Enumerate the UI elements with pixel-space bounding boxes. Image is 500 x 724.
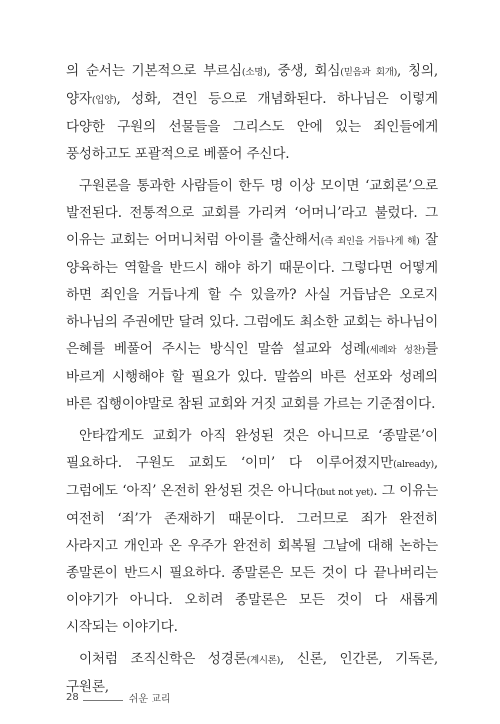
text-run: 의 순서는 기본적으로 부르심 [66, 63, 242, 79]
text-run: 안타깝게도 교회가 아직 완성된 것은 아니므로 ‘종말론’이 필요하다. 구원도 교회도 ‘이미’ 다 이루어졌지만 [66, 428, 438, 471]
text-run: 잘 양육하는 역할을 반드시 해야 하기 때문이다. 그렇다면 어떻게 하면 죄인을 거듭나게 할 수 있을까? 사실 거듭남은 오로지 하나님의 주권에만 달려 있다. 그럼에도 최소한 교회는 하나님이 은혜를 베풀어 주시는 방식인 말씀 설교와 성례 [66, 232, 438, 357]
annotation-run: (계시론) [246, 655, 281, 666]
text-run: , 신론, 인간론, 기독론, 구원론, [66, 651, 438, 695]
text-run: , 성화, 견인 등으로 개념화된다. 하나님은 이렇게 다양한 구원의 선물들을 그리스도 안에 있는 죄인들에게 풍성하고도 포괄적으로 베풀어 주신다. [66, 91, 438, 162]
annotation-run: (but not yet) [316, 487, 374, 498]
paragraph-3 [66, 423, 438, 641]
text-run: , 칭의, 양자 [66, 63, 439, 107]
text-run: , 그럼에도 ‘아직’ 온전히 완성된 것은 아니다 [66, 455, 438, 499]
body-text [66, 58, 438, 701]
text-run: 를 바르게 시행해야 할 필요가 있다. 말씀의 바른 선포와 성례의 바른 집행이야말로 참된 교회와 거짓 교회를 가르는 기준점이다. [66, 341, 438, 412]
text-run: 이처럼 조직신학은 성경론 [79, 651, 247, 667]
text-run: , 중생, 회심 [266, 63, 341, 79]
running-title: 쉬운 교리 [128, 694, 171, 705]
page-number: 28 [66, 692, 79, 703]
text-run: . 그 이유는 여전히 ‘죄’가 존재하기 때문이다. 그러므로 죄가 완전히 사라지고 개인과 온 우주가 완전히 회복될 그날에 대해 논하는 종말론이 반드시 필요하다. 종말론은 모든 것이 다 끝나버리는 이야기가 아니다. 오히려 종말론은 모든 것이 다 새롭게 시작되는 이야기다. [66, 483, 438, 635]
text-run: 구원론을 통과한 사람들이 한두 명 이상 모이면 ‘교회론’으로 발전된다. 전통적으로 교회를 가리켜 ‘어머니’라고 불렀다. 그 이유는 교회는 어머니처럼 아이를 출산해서 [66, 178, 438, 248]
annotation-run: (즉 죄인을 거듭나게 해) [320, 236, 420, 247]
annotation-run: (입양) [91, 95, 117, 106]
annotation-run: (already) [393, 459, 434, 470]
paragraph-2 [66, 173, 438, 418]
annotation-run: (믿음과 회개) [340, 67, 397, 78]
footer-rule [83, 700, 123, 701]
annotation-run: (소명) [241, 67, 267, 78]
paragraph-1 [66, 58, 438, 168]
page-footer [66, 690, 171, 705]
annotation-run: (세례와 성찬) [366, 345, 426, 356]
